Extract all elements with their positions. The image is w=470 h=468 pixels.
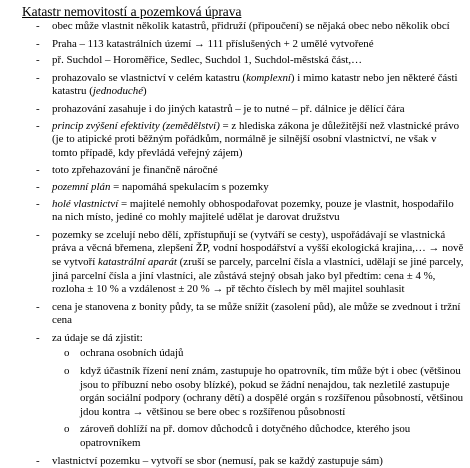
list-item-text: prohazování zasahuje i do jiných katastrů – je to nutné – př. dálnice je dělící čára bbox=[52, 102, 405, 115]
list-item bbox=[8, 455, 464, 468]
bullet-list bbox=[8, 20, 464, 468]
list-item bbox=[8, 332, 464, 451]
list-item bbox=[8, 103, 464, 117]
emphasis: holé vlastnictví bbox=[52, 197, 119, 210]
sub-list-item: o ochrana osobních údajů bbox=[52, 347, 464, 361]
list-item bbox=[8, 164, 464, 178]
list-item: - pozemky se zcelují nebo dělí, zpřístupňují se (vytváří se cesty), uspořádávají se vlastnická práva a věcná břemena, zlepšení ŽP, vodní hospodářství a vyšší ekologická krajina,… → nově se vytvoří katastrální aparát (zruší se parcely, parcelní čísla a vlastníci, udělají se jiné parcely, jiná parcelní čísla a jiní vlastníci, ale zůstává stejný obsah jako byl předtím: cena ± 4 %, rozloha ± 10 % a vzdálenost ± 20 % → př těchto číslech by měl majitel souhlasit bbox=[8, 229, 464, 297]
list-item bbox=[8, 20, 464, 34]
emphasis: jednoduché bbox=[92, 85, 144, 98]
sub-list-item: o když účastník řízení není znám, zastupuje ho opatrovník, tím může být i obec (většinou jsou to příbuzní nebo osoby blízké), pokud se žádní nenajdou, tak nezletilé zastupuje orgán sociální podpory (ochrany dětí) a dospělé orgán s rozšířenou působností, většinou jdou kontra → většinou se bere obec s rozšířenou působností bbox=[52, 365, 464, 419]
list-item: - holé vlastnictví = majitelé nemohly obhospodařovat pozemky, pouze je vlastnit, hospodařilo na nich místo, jediné co mohly majitelé udělat je darovat družstvu bbox=[8, 198, 464, 225]
list-item-text: cena je stanovena z bonity půdy, ta se může snížit (zasolení půd), ale může se zvednout i tržní cena bbox=[52, 300, 461, 327]
list-item: - pozemní plán = napomáhá spekulacím s pozemky bbox=[8, 181, 464, 195]
list-item bbox=[8, 38, 464, 52]
sub-list bbox=[52, 347, 464, 450]
list-item-text: obec může vlastnit několik katastrů, přidruží (připoučení) se nějaká obec nebo několik obcí bbox=[52, 20, 450, 32]
list-item-text: př. Suchdol – Horoměřice, Sedlec, Suchdol 1, Suchdol-městská část,… bbox=[52, 54, 363, 67]
list-item-text: toto zpřehazování je finančně náročné bbox=[52, 164, 218, 177]
sub-list-item: o zároveň dohlíží na př. domov důchodců i dotyčného důchodce, kterého jsou opatrovníkem bbox=[52, 423, 464, 450]
list-item: - prohazovalo se vlastnictví v celém katastru (komplexní) i mimo katastr nebo jen některé části katastru (jednoduché) bbox=[8, 72, 464, 99]
list-item-text: vlastnictví pozemku – vytvoří se sbor (nemusí, pak se každý zastupuje sám) bbox=[52, 454, 383, 467]
list-item-text: za údaje se dá zjistit: bbox=[52, 331, 143, 344]
emphasis: katastrální aparát bbox=[97, 255, 177, 268]
document-title: Katastr nemovitostí a pozemková úprava bbox=[22, 4, 242, 19]
emphasis: princip zvýšení efektivity (zemědělství) bbox=[52, 119, 220, 132]
list-item bbox=[8, 301, 464, 328]
list-item-text: Praha – 113 katastrálních území → 111 příslušených + 2 umělé vytvořené bbox=[52, 37, 374, 50]
list-item bbox=[8, 54, 464, 68]
emphasis: pozemní plán bbox=[52, 180, 111, 193]
list-item: - princip zvýšení efektivity (zemědělství) = z hlediska zákona je důležitější než vlastnické právo (je to atipické proti běžným pořádkům, normálně je silnější osobní vlastnictví, ne však v tomto případě, kdy převládá veřejný zájem) bbox=[8, 120, 464, 161]
emphasis: komplexní bbox=[246, 71, 291, 84]
